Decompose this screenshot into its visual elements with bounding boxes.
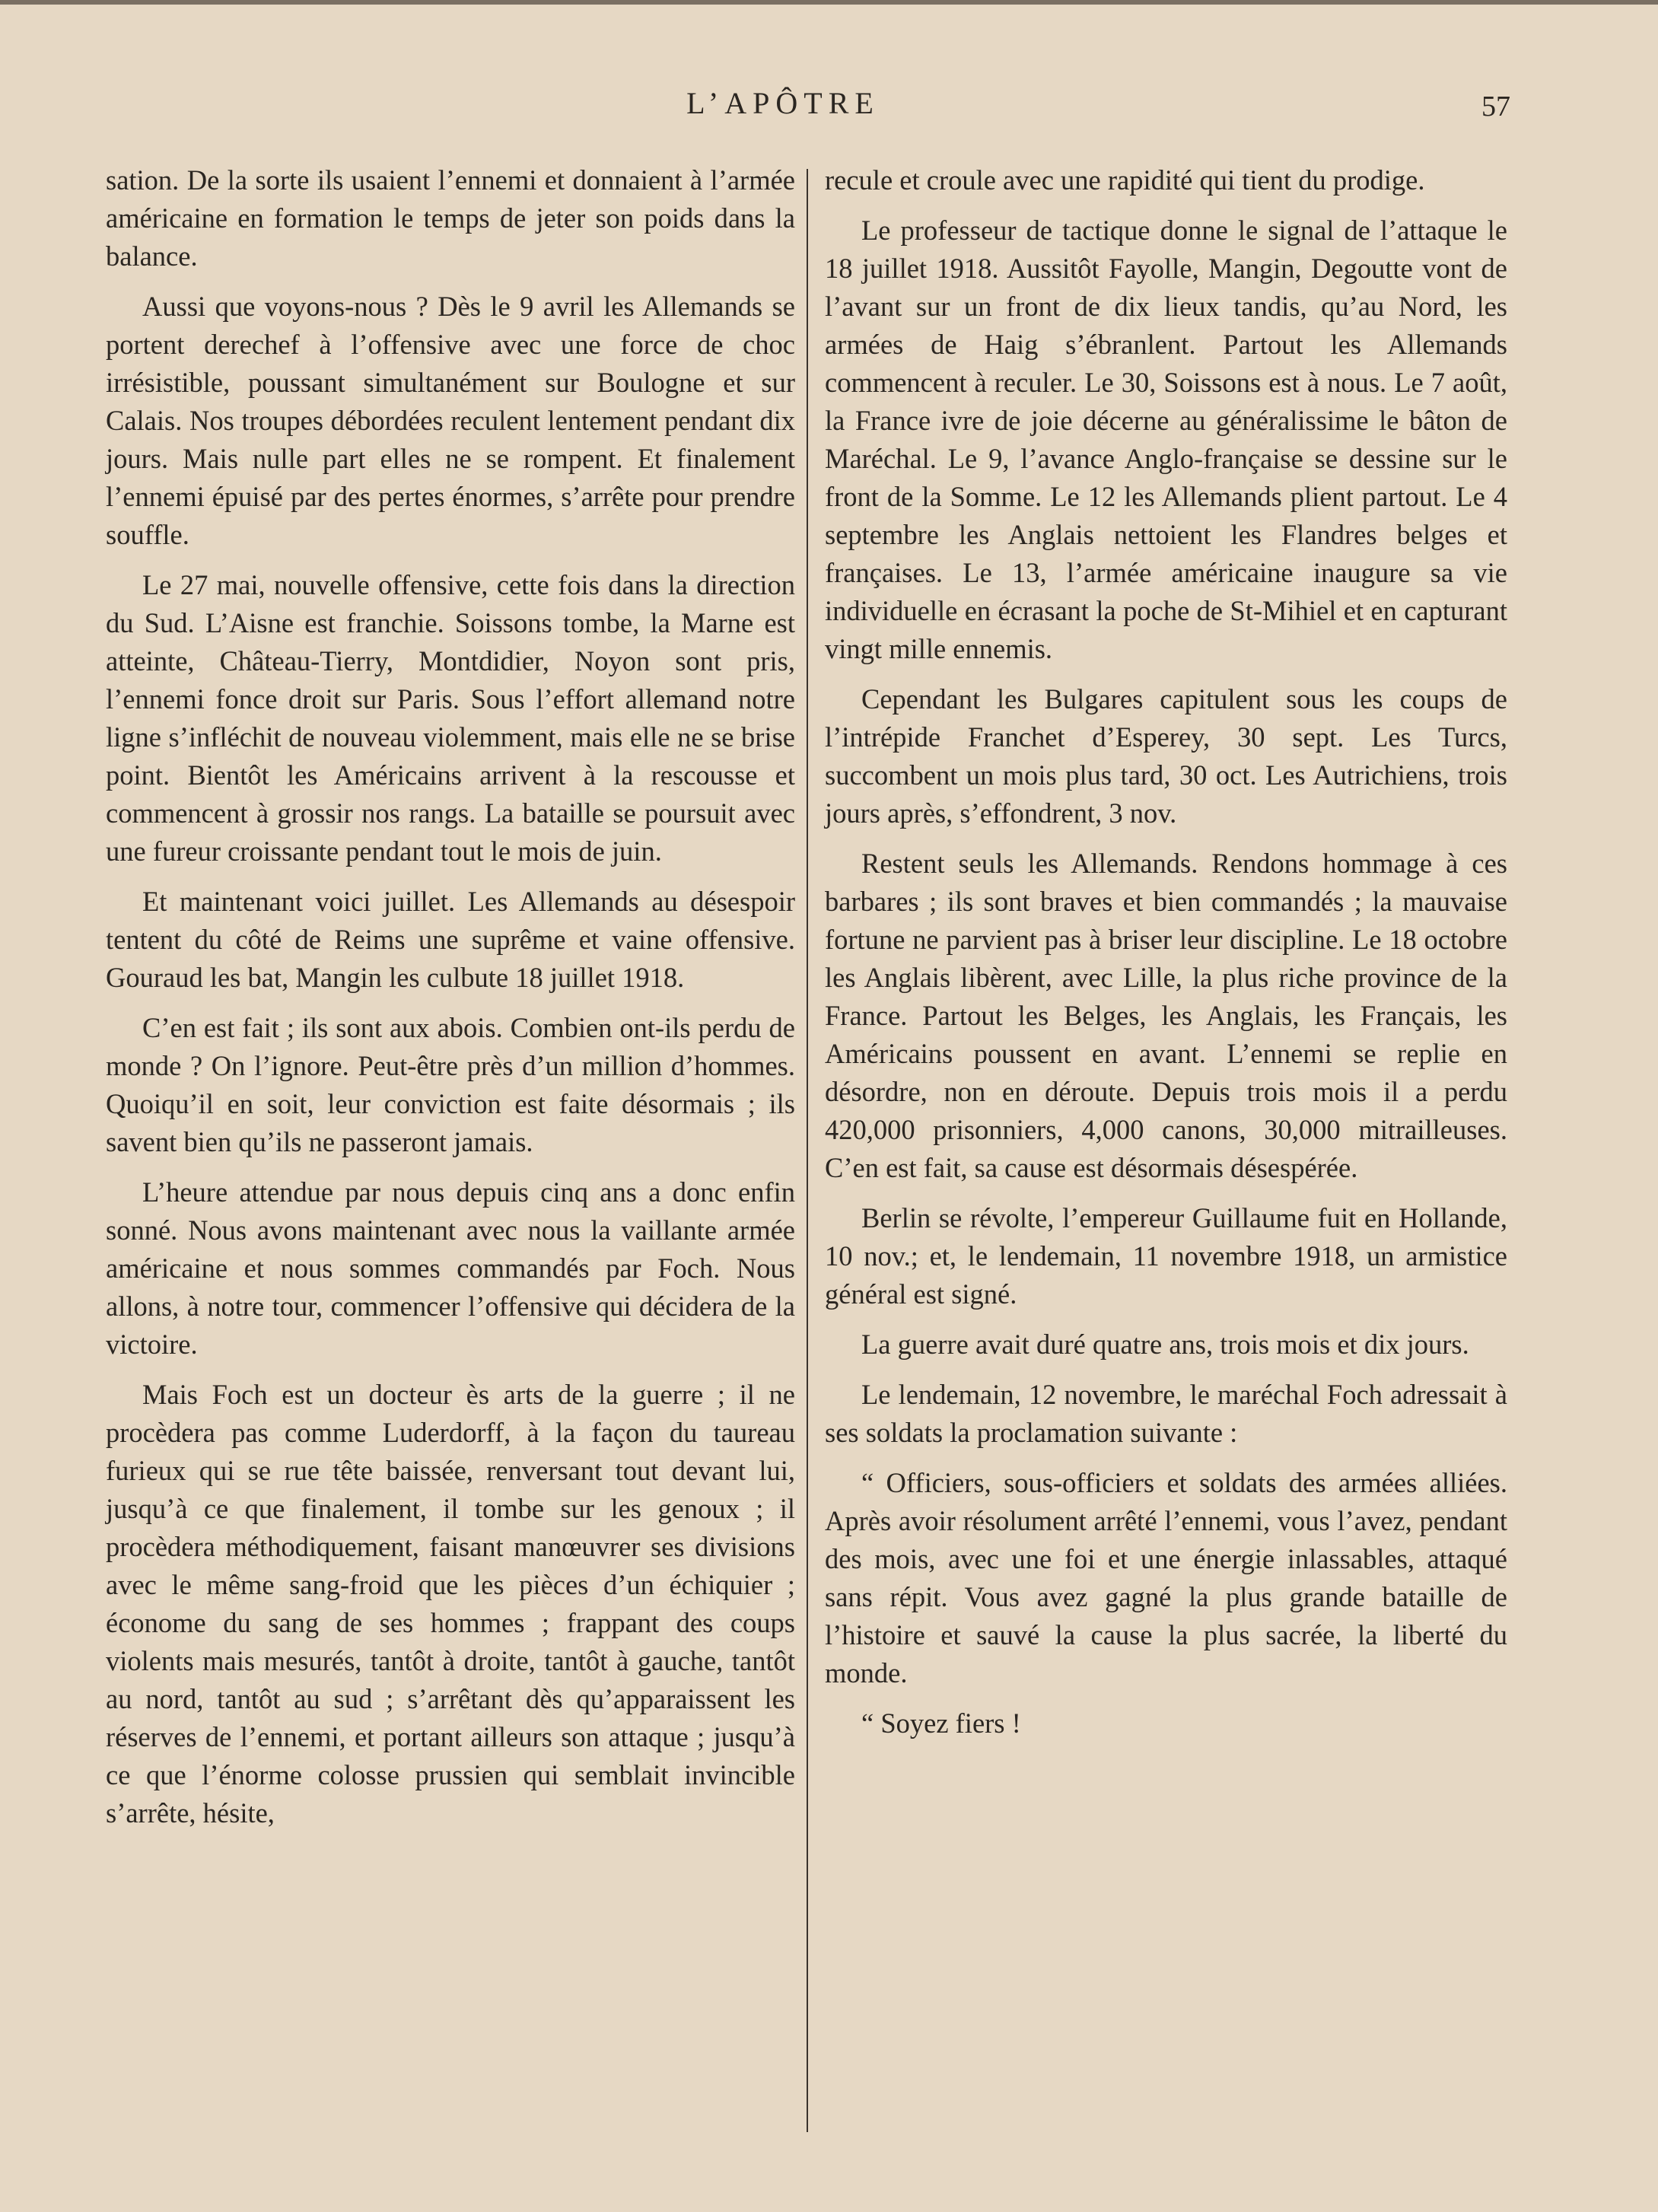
paragraph: recule et croule avec une rapidité qui tient du prodige. [825, 164, 1425, 196]
right-column [825, 161, 1507, 1755]
paragraph: Le professeur de tactique donne le signal de l’attaque le 18 juillet 1918. Aussitôt Fayolle, Mangin, Degoutte vont de l’avant sur un front de dix lieux tandis, qu’au Nord, les armées de Haig s’ébranlent. Partout les Allemands commencent à reculer. Le 30, Soissons est à nous. Le 7 août, la France ivre de joie décerne au généralissime le bâton de Maréchal. Le 9, l’avance Anglo-française se dessine sur le front de la Somme. Le 12 les Allemands plient partout. Le 4 septembre les Anglais nettoient les Flandres belges et françaises. Le 13, l’armée américaine inaugure sa vie individuelle en écrasant la poche de St-Mihiel et en capturant vingt mille ennemis. [825, 215, 1507, 664]
column-divider [807, 169, 808, 2132]
paragraph: Restent seuls les Allemands. Rendons hommage à ces barbares ; ils sont braves et bien commandés ; la mauvaise fortune ne parvient pas à briser leur discipline. Le 18 octobre les Anglais libèrent, avec Lille, la plus riche province de la France. Partout les Belges, les Anglais, les Français, les Américains poussent en avant. L’ennemi se replie en désordre, non en déroute. Depuis trois mois il a perdu 420,000 prisonniers, 4,000 canons, 30,000 mitrailleuses. C’en est fait, sa cause est désormais désespérée. [825, 848, 1507, 1183]
quotation-paragraph: “ Soyez fiers ! [861, 1708, 1021, 1739]
paragraph: Aussi que voyons-nous ? Dès le 9 avril les Allemands se portent derechef à l’offensive avec une force de choc irrésistible, poussant simultanément sur Boulogne et sur Calais. Nos troupes débordées reculent lentement pendant dix jours. Mais nulle part elles ne se rompent. Et finalement l’ennemi épuisé par des pertes énormes, s’arrête pour prendre souffle. [106, 291, 795, 550]
page-number: 57 [1481, 91, 1510, 123]
page-top-edge [0, 0, 1658, 5]
paragraph: L’heure attendue par nous depuis cinq ans a donc enfin sonné. Nous avons maintenant avec nous la vaillante armée américaine et nous sommes commandés par Foch. Nous allons, à notre tour, commencer l’offensive qui décidera de la victoire. [106, 1176, 795, 1360]
paragraph: Mais Foch est un docteur ès arts de la guerre ; il ne procèdera pas comme Luderdorff, à la façon du taureau furieux qui se rue tête baissée, renversant tout devant lui, jusqu’à ce que finalement, il tombe sur les genoux ; il procèdera méthodiquement, faisant manœuvrer ses divisions avec le même sang-froid que les pièces d’un échiquier ; économe du sang de ses hommes ; frappant des coups violents mais mesurés, tantôt à droite, tantôt à gauche, tantôt au nord, tantôt au sud ; s’arrêtant dès qu’apparaissent les réserves de l’ennemi, et portant ailleurs son attaque ; jusqu’à ce que l’énorme colosse prussien qui semblait invincible s’arrête, hésite, [106, 1379, 795, 1828]
paragraph: Le lendemain, 12 novembre, le maréchal Foch adressait à ses soldats la proclamation suivante : [825, 1379, 1507, 1448]
paragraph: La guerre avait duré quatre ans, trois mois et dix jours. [861, 1329, 1469, 1360]
paragraph: Cependant les Bulgares capitulent sous les coups de l’intrépide Franchet d’Esperey, 30 sept. Les Turcs, succombent un mois plus tard, 30 oct. Les Autrichiens, trois jours après, s’effondrent, 3 nov. [825, 683, 1507, 829]
page-header [0, 85, 1658, 131]
paragraph: Le 27 mai, nouvelle offensive, cette fois dans la direction du Sud. L’Aisne est franchie. Soissons tombe, la Marne est atteinte, Château-Tierry, Montdidier, Noyon sont pris, l’ennemi fonce droit sur Paris. Sous l’effort allemand notre ligne s’infléchit de nouveau violemment, mais elle ne se brise point. Bientôt les Américains arrivent à la rescousse et commencent à grossir nos rangs. La bataille se poursuit avec une fureur croissante pendant tout le mois de juin. [106, 569, 795, 867]
paragraph: Berlin se révolte, l’empereur Guillaume fuit en Hollande, 10 nov.; et, le lendemain, 11 novembre 1918, un armistice général est signé. [825, 1202, 1507, 1310]
paragraph: Et maintenant voici juillet. Les Allemands au désespoir tentent du côté de Reims une suprême et vaine offensive. Gouraud les bat, Mangin les culbute 18 juillet 1918. [106, 886, 795, 993]
running-title: L’APÔTRE [686, 86, 880, 120]
quotation-paragraph: “ Officiers, sous-officiers et soldats des armées alliées. Après avoir résolument arrêté l’ennemi, vous l’avez, pendant des mois, avec une foi et une énergie inlassables, attaqué sans répit. Vous avez gagné la plus grande bataille de l’histoire et sauvé la cause la plus sacrée, la liberté du monde. [825, 1467, 1507, 1688]
paragraph: C’en est fait ; ils sont aux abois. Combien ont-ils perdu de monde ? On l’ignore. Peut-être près d’un million d’hommes. Quoiqu’il en soit, leur conviction est faite désormais ; ils savent bien qu’ils ne passeront jamais. [106, 1012, 795, 1157]
left-column [106, 161, 795, 1844]
paragraph: sation. De la sorte ils usaient l’ennemi et donnaient à l’armée américaine en formation le temps de jeter son poids dans la balance. [106, 164, 795, 272]
